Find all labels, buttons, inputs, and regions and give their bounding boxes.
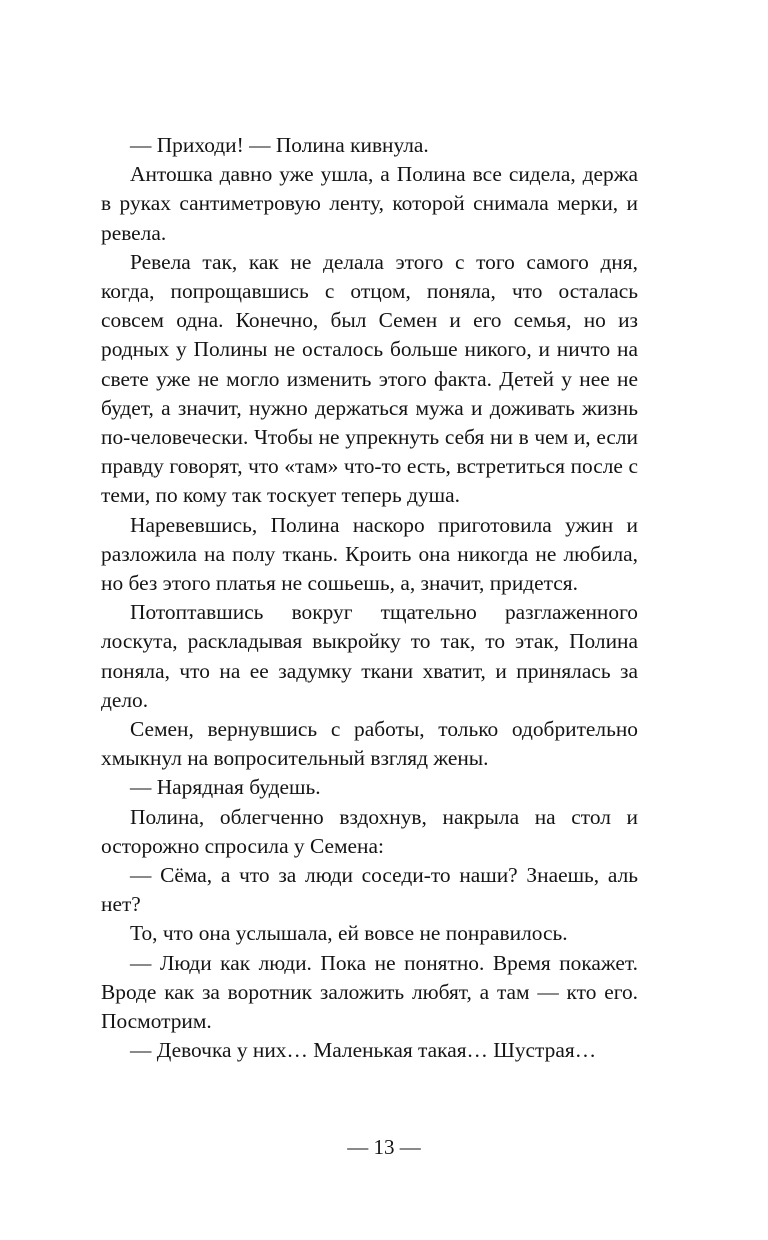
- paragraph-9: — Сёма, а что за люди соседи-то наши? Знаешь, аль нет?: [101, 863, 638, 917]
- paragraph-3: Ревела так, как не делала этого с того самого дня, когда, попрощавшись с отцом, поняла, что осталась совсем одна. Конечно, был Семен и его семья, но из родных у Полины не осталось больше никого, и ничто на свете уже не могло изменить этого факта. Детей у нее не будет, а значит, нужно держаться мужа и доживать жизнь по-человечески. Чтобы не упрекнуть себя ни в чем и, если правду говорят, что «там» что-то есть, встретиться после с теми, по кому так тоскует теперь душа.: [101, 249, 638, 508]
- paragraph-7: — Нарядная будешь.: [130, 775, 321, 800]
- paragraph-5: Потоптавшись вокруг тщательно разглаженного лоскута, раскладывая выкройку то так, то этак, Полина поняла, что на ее задумку ткани хватит, и принялась за дело.: [101, 600, 638, 712]
- paragraph-2: Антошка давно уже ушла, а Полина все сидела, держа в руках сантиметровую ленту, которой снимала мерки, и ревела.: [101, 162, 638, 245]
- paragraph-11: — Люди как люди. Пока не понятно. Время покажет. Вроде как за воротник заложить любят, а там — кто его. Посмотрим.: [101, 950, 638, 1034]
- paragraph-1: — Приходи! — Полина кивнула.: [130, 133, 429, 157]
- paragraph-8: Полина, облегченно вздохнув, накрыла на стол и осторожно спросила у Семена:: [101, 804, 638, 858]
- paragraph-6: Семен, вернувшись с работы, только одобрительно хмыкнул на вопросительный взгляд жены.: [101, 717, 638, 771]
- body-text: [101, 131, 638, 1066]
- paragraph-4: Наревевшись, Полина наскоро приготовила ужин и разложила на полу ткань. Кроить она никогда не любила, но без этого платья не сошьешь, а, значит, придется.: [101, 512, 638, 596]
- page-number: — 13 —: [347, 1135, 421, 1159]
- paragraph-10: То, что она услышала, ей вовсе не понравилось.: [130, 921, 568, 946]
- paragraph-12: — Девочка у них… Маленькая такая… Шустрая…: [130, 1038, 597, 1063]
